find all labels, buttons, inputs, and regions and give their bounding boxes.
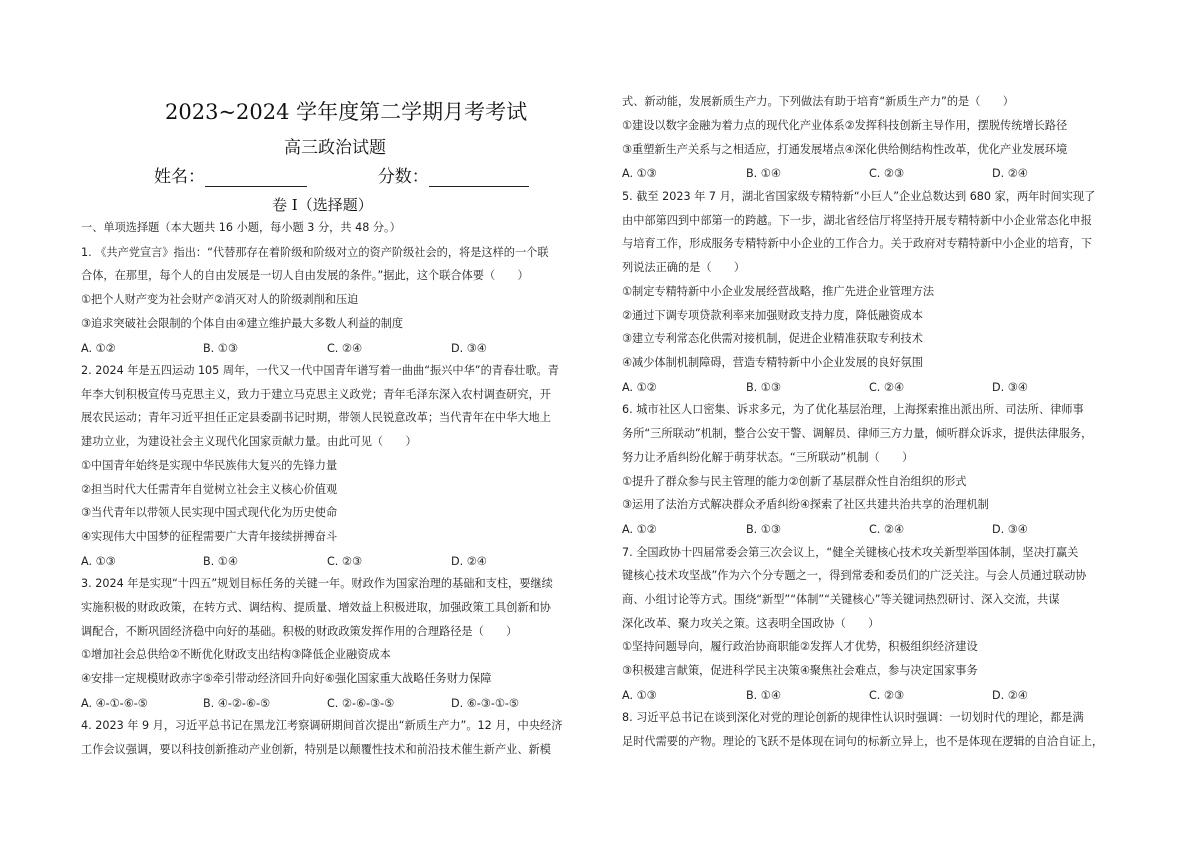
name-blank[interactable] <box>205 168 307 187</box>
q6-statement-1: ①提升了群众参与民主管理的能力②创新了基层群众性自治组织的形式 <box>622 475 967 488</box>
q6-stem-2: 务所“三所联动”机制，整合公安干警、调解员、律师三方力量，倾听群众诉求，提供法律服务， <box>622 427 1093 440</box>
score-blank[interactable] <box>429 168 529 187</box>
q5-option-b[interactable]: B. ①③ <box>746 381 781 394</box>
q4-option-a[interactable]: A. ①③ <box>622 167 657 180</box>
q2-statement-2: ②担当时代大任需青年自觉树立社会主义核心价值观 <box>81 483 338 496</box>
q7-statement-1: ①坚持问题导向，履行政治协商职能②发挥人才优势，积极组织经济建设 <box>622 640 978 653</box>
q6-stem-1: 6. 城市社区人口密集、诉求多元，为了优化基层治理，上海探索推出派出所、司法所、律师事 <box>622 403 1084 416</box>
q5-statement-4: ④减少体制机制障碍，营造专精特新中小企业发展的良好氛围 <box>622 356 923 369</box>
q1-option-c[interactable]: C. ②④ <box>327 342 362 355</box>
q3-statement-1: ①增加社会总供给②不断优化财政支出结构③降低企业融资成本 <box>81 648 391 661</box>
q6-stem-3: 努力让矛盾纠纷化解于萌芽状态。“三所联动”机制（ ） <box>622 451 914 464</box>
q7-stem-3: 商、小组讨论等方式。围绕“新型”“体制”“关键核心”等关键词热烈研讨、深入交流，共谋 <box>622 593 1060 606</box>
q4-option-b[interactable]: B. ①④ <box>746 167 781 180</box>
q2-option-a[interactable]: A. ①③ <box>81 555 116 568</box>
q2-option-b[interactable]: B. ①④ <box>203 555 238 568</box>
q6-option-a[interactable]: A. ①② <box>622 523 657 536</box>
name-score-row <box>154 162 529 187</box>
exam-subtitle: 高三政治试题 <box>284 138 386 158</box>
q2-stem-1: 2. 2024 年是五四运动 105 周年，一代又一代中国青年谱写着一曲曲“振兴中华”的青春壮歌。青 <box>81 364 559 377</box>
q3-option-c[interactable]: C. ②-⑥-③-⑤ <box>327 697 395 710</box>
q1-stem-1: 1. 《共产党宣言》指出：“代替那存在着阶级和阶级对立的资产阶级社会的，将是这样的一个联 <box>81 246 549 259</box>
q2-stem-2: 年李大钊积极宣传马克思主义，致力于建立马克思主义政党；青年毛泽东深入农村调查研究，开 <box>81 388 551 401</box>
q7-statement-2: ③积极建言献策，促进科学民主决策④聚焦社会难点，参与决定国家事务 <box>622 664 978 677</box>
q5-stem-3: 与培育工作，形成服务专精特新中小企业的工作合力。关于政府对专精特新中小企业的培育，下 <box>622 237 1092 250</box>
q6-statement-2: ③运用了法治方式解决群众矛盾纠纷④探索了社区共建共治共享的治理机制 <box>622 498 989 511</box>
q4-stem-1: 4. 2023 年 9 月，习近平总书记在黑龙江考察调研期间首次提出“新质生产力”。12 月，中央经济 <box>81 719 563 732</box>
q5-stem-2: 由中部第四到中部第一的跨越。下一步，湖北省经信厅将坚持开展专精特新中小企业常态化申报 <box>622 214 1092 227</box>
q1-statement-1: ①把个人财产变为社会财产②消灭对人的阶级剥削和压迫 <box>81 293 359 306</box>
q1-option-b[interactable]: B. ①③ <box>203 342 238 355</box>
q2-option-c[interactable]: C. ②③ <box>327 555 362 568</box>
q4-stem-2: 工作会议强调，要以科技创新推动产业创新，特别是以颠覆性技术和前沿技术催生新产业、新模 <box>81 743 551 756</box>
q4-statement-1: ①建设以数字金融为着力点的现代化产业体系②发挥科技创新主导作用，摆脱传统增长路径 <box>622 119 1068 132</box>
q7-stem-4: 深化改革、聚力攻关之策。这表明全国政协（ ） <box>622 617 880 630</box>
section-heading: 一、单项选择题（本大题共 16 小题，每小题 3 分，共 48 分。） <box>81 221 401 234</box>
q3-statement-2: ④安排一定规模财政赤字⑤牵引带动经济回升向好⑥强化国家重大战略任务财力保障 <box>81 672 492 685</box>
q6-option-b[interactable]: B. ①③ <box>746 523 781 536</box>
q7-option-b[interactable]: B. ①④ <box>746 689 781 702</box>
q7-stem-1: 7. 全国政协十四届常委会第三次会议上，“健全关键核心技术攻关新型举国体制，坚决打赢关 <box>622 546 1079 559</box>
q2-stem-4: 建功立业，为建设社会主义现代化国家贡献力量。由此可见（ ） <box>81 435 417 448</box>
q7-option-d[interactable]: D. ②④ <box>992 689 1028 702</box>
q4-option-c[interactable]: C. ②③ <box>869 167 904 180</box>
q4-statement-2: ③重塑新生产关系与之相适应，打通发展堵点④深化供给侧结构性改革，优化产业发展环境 <box>622 143 1068 156</box>
q3-option-d[interactable]: D. ⑥-③-①-⑤ <box>451 697 519 710</box>
q5-stem-1: 5. 截至 2023 年 7 月，湖北省国家级专精特新“小巨人”企业总数达到 680 家，两年时间实现了 <box>622 190 1096 203</box>
q3-stem-3: 调配合，不断巩固经济稳中向好的基础。积极的财政政策发挥作用的合理路径是（ ） <box>81 625 518 638</box>
q8-stem-1: 8. 习近平总书记在谈到深化对党的理论创新的规律性认识时强调：一切划时代的理论，都是满 <box>622 711 1084 724</box>
q2-stem-3: 展农民运动；青年习近平担任正定县委副书记时期，带领人民锐意改革；当代青年在中华大地上 <box>81 411 551 424</box>
q2-statement-3: ③当代青年以带领人民实现中国式现代化为历史使命 <box>81 506 338 519</box>
q2-option-d[interactable]: D. ②④ <box>451 555 487 568</box>
q3-stem-2: 实施积极的财政政策，在转方式、调结构、提质量、增效益上积极进取，加强政策工具创新和协 <box>81 601 551 614</box>
q5-option-d[interactable]: D. ③④ <box>992 381 1028 394</box>
exam-title: 2023~2024 学年度第二学期月考考试 <box>165 100 528 124</box>
q7-option-a[interactable]: A. ①③ <box>622 689 657 702</box>
q5-stem-4: 列说法正确的是（ ） <box>622 261 746 274</box>
q5-statement-2: ②通过下调专项贷款利率来加强财政支持力度，降低融资成本 <box>622 309 923 322</box>
name-label: 姓名： <box>154 167 205 187</box>
score-label: 分数： <box>377 167 429 187</box>
q3-stem-1: 3. 2024 年是实现“十四五”规划目标任务的关键一年。财政作为国家治理的基础和支柱，要继续 <box>81 577 553 590</box>
q8-stem-2: 足时代需要的产物。理论的飞跃不是体现在词句的标新立异上，也不是体现在逻辑的自洽自证上， <box>622 735 1104 748</box>
q2-statement-1: ①中国青年始终是实现中华民族伟大复兴的先锋力量 <box>81 459 338 472</box>
volume-heading: 卷 I（选择题） <box>272 196 373 214</box>
q7-option-c[interactable]: C. ②③ <box>869 689 904 702</box>
q5-option-a[interactable]: A. ①② <box>622 381 657 394</box>
q3-option-b[interactable]: B. ④-②-⑥-⑤ <box>203 697 271 710</box>
q1-statement-2: ③追求突破社会限制的个体自由④建立维护最大多数人利益的制度 <box>81 317 404 330</box>
q1-option-a[interactable]: A. ①② <box>81 342 116 355</box>
q5-statement-3: ③建立专利常态化供需对接机制，促进企业精准获取专利技术 <box>622 332 923 345</box>
q6-option-c[interactable]: C. ②④ <box>869 523 904 536</box>
q2-statement-4: ④实现伟大中国梦的征程需要广大青年接续拼搏奋斗 <box>81 530 338 543</box>
q1-option-d[interactable]: D. ③④ <box>451 342 487 355</box>
q6-option-d[interactable]: D. ③④ <box>992 523 1028 536</box>
q4-option-d[interactable]: D. ②④ <box>992 167 1028 180</box>
q5-option-c[interactable]: C. ②④ <box>869 381 904 394</box>
q7-stem-2: 键核心技术攻坚战”作为六个分专题之一，得到常委和委员们的广泛关注。与会人员通过联动协 <box>622 569 1087 582</box>
q5-statement-1: ①制定专精特新中小企业发展经营战略，推广先进企业管理方法 <box>622 285 935 298</box>
q4-stem-cont: 式、新动能，发展新质生产力。下列做法有助于培育“新质生产力”的是（ ） <box>622 95 1014 108</box>
q3-option-a[interactable]: A. ④-①-⑥-⑤ <box>81 697 148 710</box>
q1-stem-2: 合体，在那里，每个人的自由发展是一切人自由发展的条件。”据此，这个联合体要（ ） <box>81 269 529 282</box>
